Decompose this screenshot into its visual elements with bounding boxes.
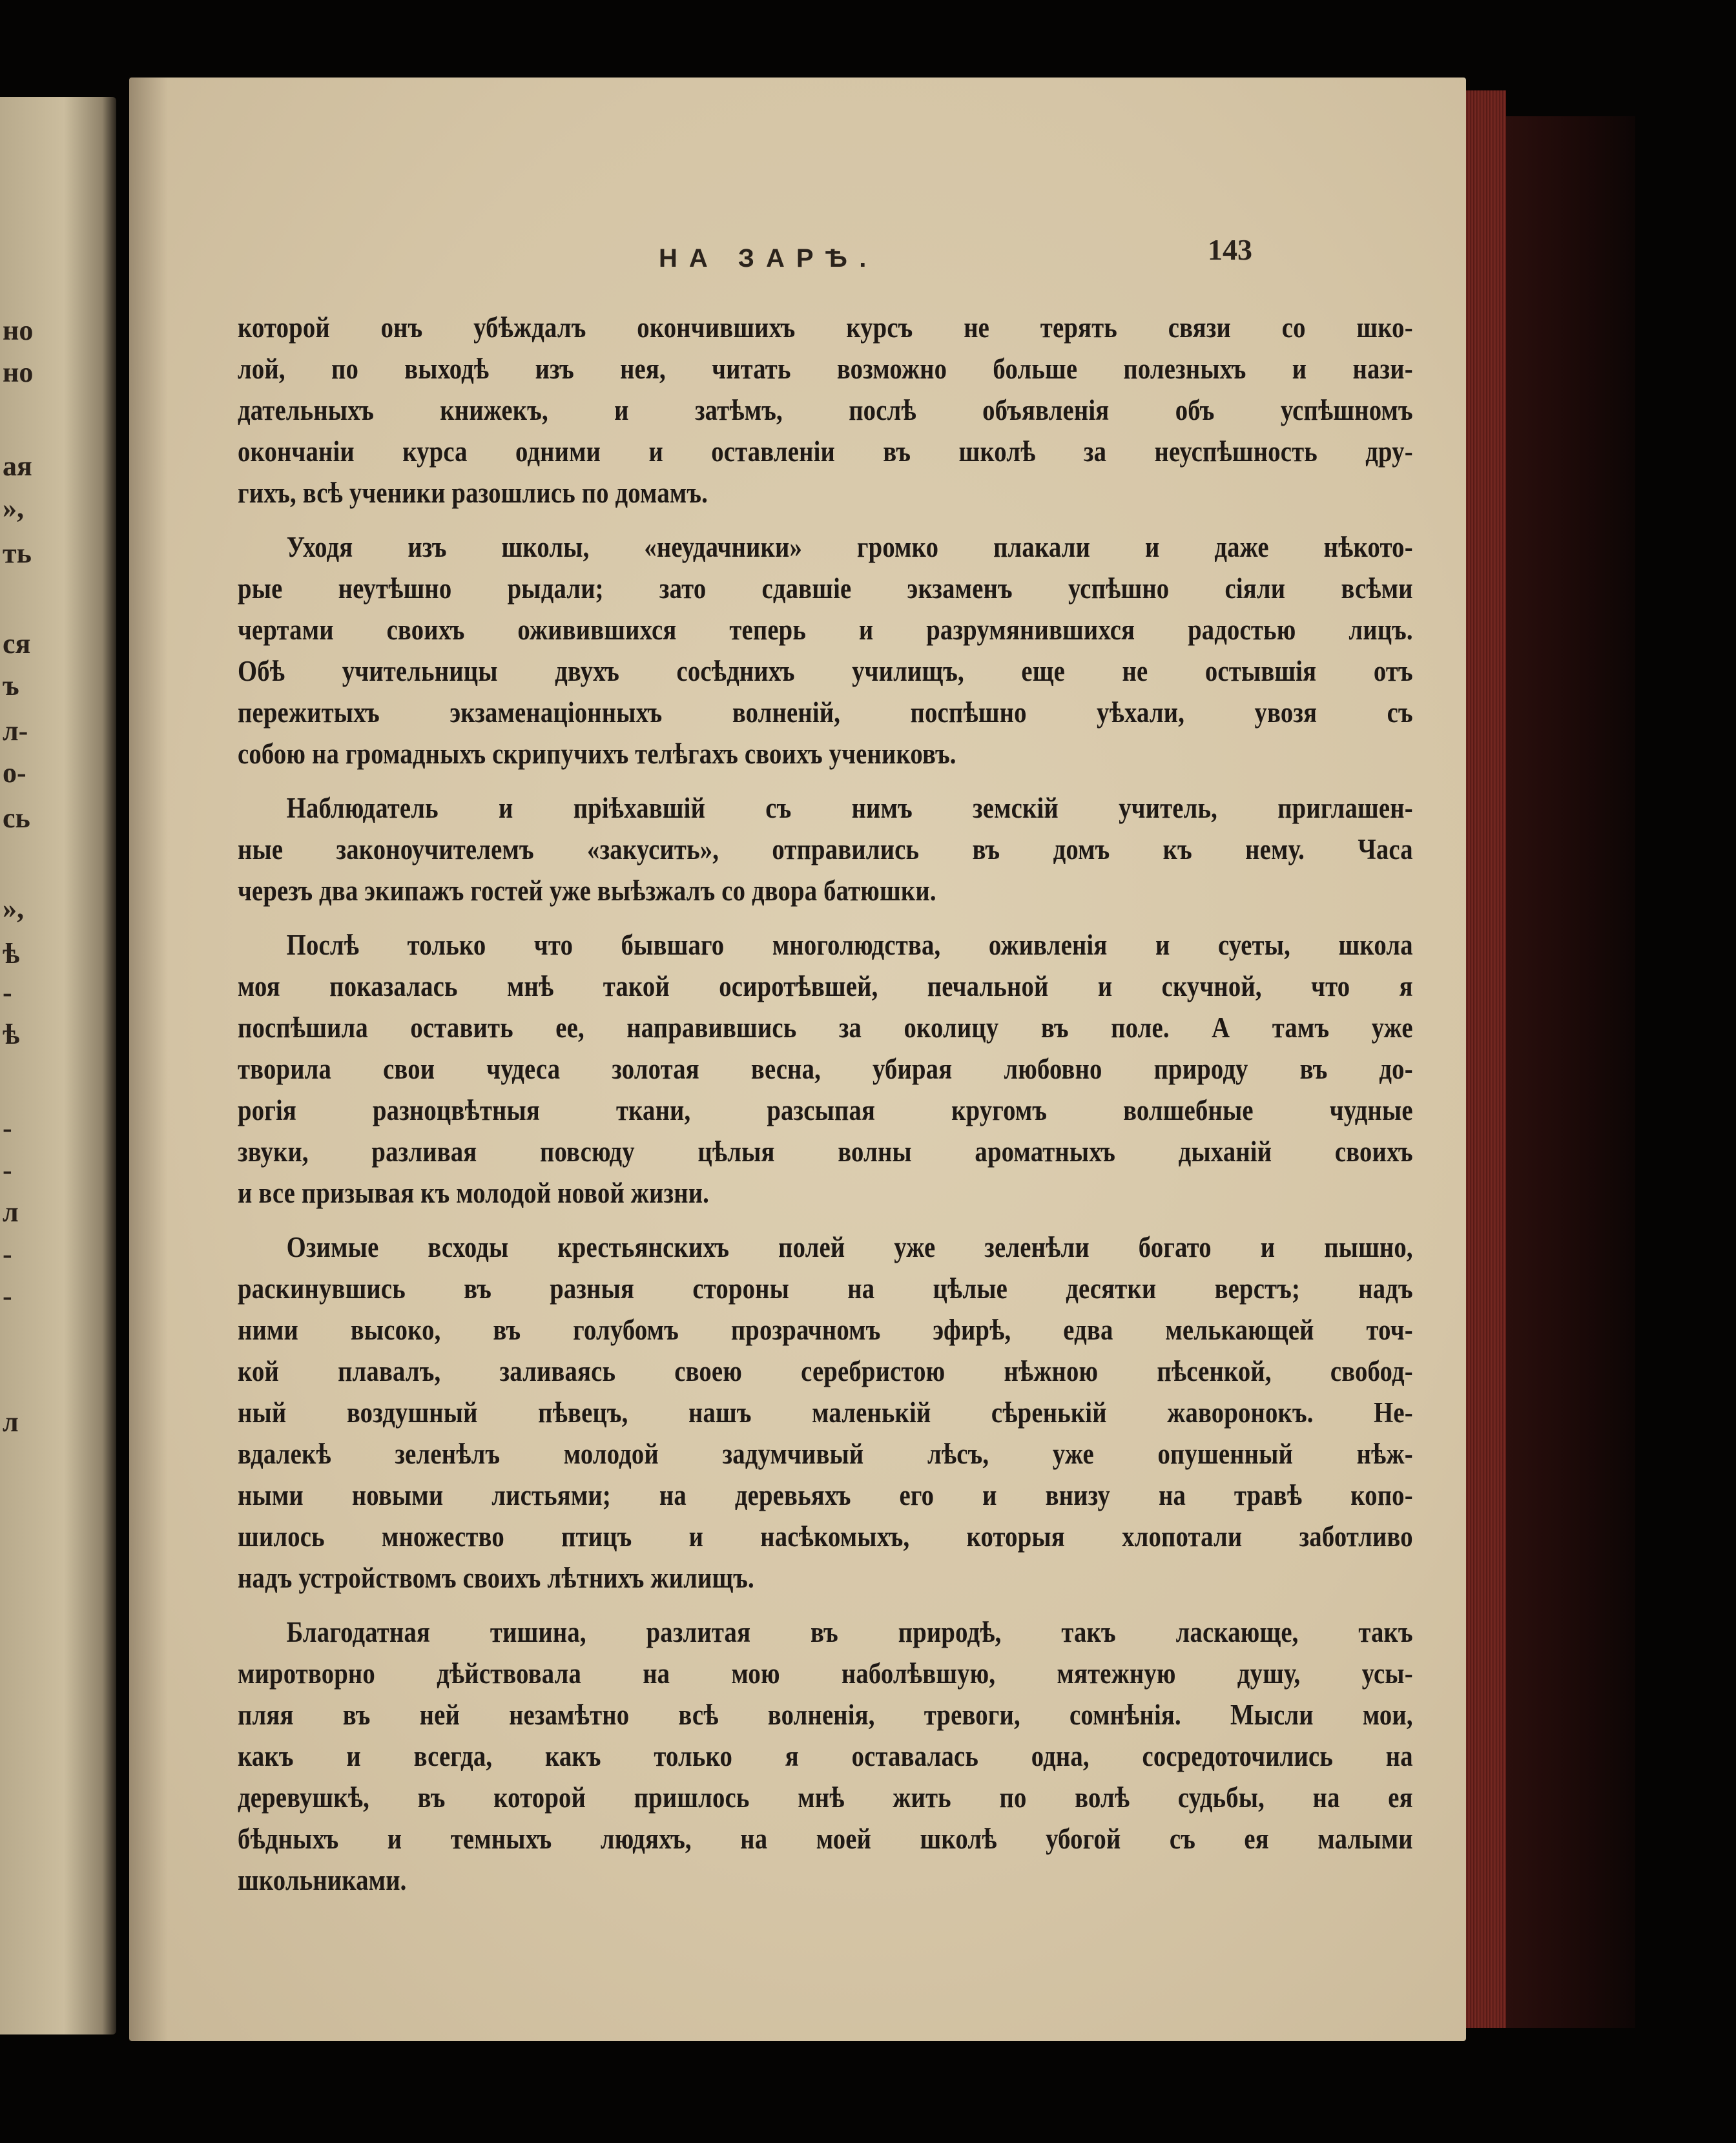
left-page-fragment: но [3, 315, 34, 346]
left-page-fragment: - [3, 1112, 12, 1144]
text-line: моя показалась мнѣ такой осиротѣвшей, печальной и скучной, что я [238, 970, 1413, 1002]
text-line: кой плавалъ, заливаясь своею серебристою нѣжною пѣсенкой, свобод- [238, 1355, 1413, 1387]
text-line: дательныхъ книжекъ, и затѣмъ, послѣ объявленія объ успѣшномъ [238, 394, 1413, 426]
text-line: пляя въ ней незамѣтно всѣ волненія, тревоги, сомнѣнія. Мысли мои, [238, 1699, 1413, 1731]
paragraph [238, 924, 1413, 1214]
left-page-fragment: - [3, 977, 12, 1008]
text-line: Послѣ только что бывшаго многолюдства, оживленія и суеты, школа [286, 929, 1413, 961]
left-page-fragment: ть [3, 537, 32, 569]
text-line: надъ устройствомъ своихъ лѣтнихъ жилищъ. [238, 1562, 754, 1594]
text-line: Обѣ учительницы двухъ сосѣднихъ училищъ, еще не остывшія отъ [238, 655, 1413, 687]
left-page-fragment: ся [3, 628, 31, 659]
left-page-fragment: ая [3, 450, 32, 482]
left-page-fragment: л [3, 1406, 19, 1438]
text-line: бѣдныхъ и темныхъ людяхъ, на моей школѣ убогой съ ея малыми [238, 1823, 1413, 1855]
text-line: чертами своихъ оживившихся теперь и разрумянившихся радостью лицъ. [238, 614, 1413, 646]
text-line: Уходя изъ школы, «неудачники» громко плакали и даже нѣкото- [286, 531, 1413, 563]
paragraph-gap [238, 513, 1413, 526]
text-line: Наблюдатель и пріѣхавшій съ нимъ земскій учитель, приглашен- [286, 792, 1413, 824]
paragraph [238, 1611, 1413, 1901]
left-page-fragment: сь [3, 802, 30, 834]
text-line: какъ и всегда, какъ только я оставалась одна, сосредоточились на [238, 1740, 1413, 1772]
book-cover-edge [1506, 116, 1635, 2028]
text-line: которой онъ убѣждалъ окончившихъ курсъ не терять связи со шко- [238, 311, 1413, 344]
paragraph [238, 526, 1413, 774]
text-line: собою на громадныхъ скрипучихъ телѣгахъ своихъ учениковъ. [238, 738, 956, 770]
left-page-fragment: ѣ [3, 1019, 20, 1050]
text-line: рогія разноцвѣтныя ткани, разсыпая кругомъ волшебные чудные [238, 1094, 1413, 1126]
running-head: НА ЗАРѢ. [659, 244, 878, 273]
text-line: Благодатная тишина, разлитая въ природѣ, такъ ласкающе, такъ [286, 1616, 1413, 1648]
paragraph [238, 787, 1413, 911]
text-line: ными новыми листьями; на деревьяхъ его и внизу на травѣ копо- [238, 1479, 1413, 1511]
text-line: Озимые всходы крестьянскихъ полей уже зеленѣли богато и пышно, [286, 1231, 1413, 1263]
left-page-fragment: », [3, 492, 24, 524]
paragraph-gap [238, 1599, 1413, 1611]
page-body-text [238, 307, 1413, 1901]
left-page-fragment: ѣ [3, 938, 20, 969]
left-page-fragment: но [3, 357, 34, 388]
left-page-fragment: - [3, 1238, 12, 1270]
text-line: окончаніи курса одними и оставленіи въ школѣ за неуспѣшность дру- [238, 435, 1413, 468]
left-facing-page [0, 97, 116, 2034]
paragraph-gap [238, 911, 1413, 924]
left-page-fragment: - [3, 1280, 12, 1312]
text-line: гихъ, всѣ ученики разошлись по домамъ. [238, 477, 708, 509]
left-page-fragment: о- [3, 757, 26, 789]
paragraph-gap [238, 774, 1413, 787]
text-line: школьниками. [238, 1864, 407, 1896]
text-line: звуки, разливая повсюду цѣлыя волны ароматныхъ дыханій своихъ [238, 1135, 1413, 1168]
left-page-fragment: л [3, 1196, 19, 1228]
text-line: миротворно дѣйствовала на мою наболѣвшую, мятежную душу, усы- [238, 1657, 1413, 1690]
paragraph [238, 1227, 1413, 1599]
text-line: раскинувшись въ разныя стороны на цѣлые десятки верстъ; надъ [238, 1272, 1413, 1305]
page-number: 143 [1208, 233, 1252, 266]
paragraph-gap [238, 1214, 1413, 1227]
text-line: ные законоучителемъ «закусить», отправились въ домъ къ нему. Часа [238, 833, 1413, 865]
text-line: черезъ два экипажъ гостей уже выѣзжалъ со двора батюшки. [238, 875, 936, 907]
text-line: шилось множество птицъ и насѣкомыхъ, которыя хлопотали заботливо [238, 1520, 1413, 1553]
text-line: ними высоко, въ голубомъ прозрачномъ эфирѣ, едва мелькающей точ- [238, 1314, 1413, 1346]
left-page-fragment: », [3, 893, 24, 924]
left-page-fragment: л- [3, 715, 28, 747]
text-line: ный воздушный пѣвецъ, нашъ маленькій сѣренькій жаворонокъ. Не- [238, 1396, 1413, 1429]
book-page [129, 78, 1466, 2041]
text-line: деревушкѣ, въ которой пришлось мнѣ жить по волѣ судьбы, на ея [238, 1781, 1413, 1814]
text-line: и все призывая къ молодой новой жизни. [238, 1177, 710, 1209]
paragraph [238, 307, 1413, 513]
left-page-fragment: - [3, 1154, 12, 1186]
red-page-edges [1461, 90, 1506, 2028]
text-line: лой, по выходѣ изъ нея, читать возможно больше полезныхъ и нази- [238, 353, 1413, 385]
text-line: творила свои чудеса золотая весна, убирая любовно природу въ до- [238, 1053, 1413, 1085]
left-page-fragment: ъ [3, 670, 19, 701]
text-line: поспѣшила оставить ее, направившись за околицу въ поле. А тамъ уже [238, 1011, 1413, 1044]
text-line: вдалекѣ зеленѣлъ молодой задумчивый лѣсъ, уже опушенный нѣж- [238, 1438, 1413, 1470]
text-line: пережитыхъ экзаменаціонныхъ волненій, поспѣшно уѣхали, увозя съ [238, 696, 1413, 729]
text-line: рые неутѣшно рыдали; зато сдавшіе экзаменъ успѣшно сіяли всѣми [238, 572, 1413, 605]
